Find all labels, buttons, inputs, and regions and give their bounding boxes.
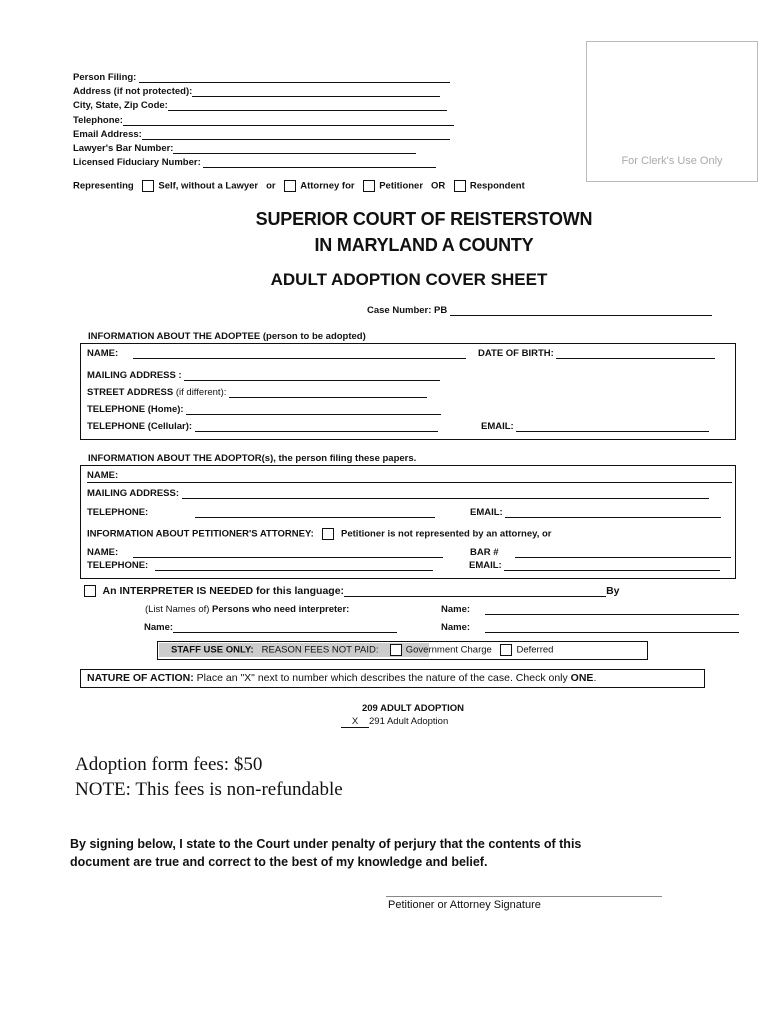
- interpreter-name1-row: Name:: [441, 604, 739, 615]
- petitioner-checkbox[interactable]: [363, 180, 375, 192]
- adoptee-tel-cell-field[interactable]: [195, 421, 438, 432]
- clerk-use-label: For Clerk's Use Only: [621, 155, 723, 167]
- deferred-checkbox[interactable]: [500, 644, 512, 656]
- adoptee-email-row: EMAIL:: [481, 421, 709, 432]
- interpreter-name2-field[interactable]: [173, 622, 397, 633]
- attorney-bar-field[interactable]: [515, 547, 731, 558]
- nature-row: NATURE OF ACTION: Place an "X" next to number which describes the nature of the case. Check only ONE.: [87, 672, 597, 684]
- adoptor-name-field[interactable]: [87, 482, 732, 483]
- interpreter-name3-row: Name:: [441, 622, 739, 633]
- attorney-tel-row: TELEPHONE:: [87, 560, 433, 571]
- interpreter-name1-field[interactable]: [485, 604, 739, 615]
- adoption-type-row: X 291 Adult Adoption: [341, 716, 448, 728]
- adoptee-tel-home-field[interactable]: [186, 404, 441, 415]
- adoptor-mailing-row: MAILING ADDRESS:: [87, 488, 709, 499]
- email-field[interactable]: [142, 129, 450, 140]
- interpreter-checkbox[interactable]: [84, 585, 96, 597]
- adoptee-name-row: NAME:: [87, 348, 466, 359]
- attorney-for-checkbox[interactable]: [284, 180, 296, 192]
- interpreter-name2-row: Name:: [144, 622, 397, 633]
- adoption-type-heading: 209 ADULT ADOPTION: [361, 703, 465, 714]
- adoptee-street-field[interactable]: [229, 387, 427, 398]
- bar-number-field[interactable]: [173, 143, 416, 154]
- not-represented-checkbox[interactable]: [322, 528, 334, 540]
- attorney-name-row: NAME:: [87, 547, 443, 558]
- interpreter-row: An INTERPRETER IS NEEDED for this language: By: [80, 585, 620, 597]
- court-name: SUPERIOR COURT OF REISTERSTOWN: [255, 209, 593, 229]
- form-title: ADULT ADOPTION COVER SHEET: [270, 270, 548, 289]
- adoptor-heading: INFORMATION ABOUT THE ADOPTOR(s), the person filing these papers.: [88, 453, 417, 464]
- declaration-line2: document are true and correct to the best of my knowledge and belief.: [70, 855, 488, 869]
- gov-charge-checkbox[interactable]: [390, 644, 402, 656]
- fiduciary-field[interactable]: [203, 157, 436, 168]
- adoption-type-mark[interactable]: X: [341, 716, 369, 728]
- staff-use-row: STAFF USE ONLY: REASON FEES NOT PAID: Government Charge Deferred: [171, 644, 554, 656]
- adoptee-street-row: STREET ADDRESS (if different):: [87, 387, 427, 398]
- address-row: Address (if not protected):: [73, 86, 440, 97]
- adoptee-heading: INFORMATION ABOUT THE ADOPTEE (person to be adopted): [88, 331, 366, 342]
- case-number-row: Case Number: PB: [367, 305, 712, 316]
- attorney-tel-field[interactable]: [155, 560, 433, 571]
- attorney-email-field[interactable]: [504, 560, 720, 571]
- fees-line2: NOTE: This fees is non-refundable: [75, 779, 343, 800]
- interpreter-name3-field[interactable]: [485, 622, 739, 633]
- interpreter-language-field[interactable]: [344, 586, 606, 597]
- adoptee-tel-cell-row: TELEPHONE (Cellular):: [87, 421, 438, 432]
- adoptee-email-field[interactable]: [516, 421, 709, 432]
- telephone-row: Telephone:: [73, 115, 454, 126]
- adoptee-dob-field[interactable]: [556, 348, 715, 359]
- representing-row: Representing Self, without a Lawyer or Attorney for Petitioner OR Respondent: [73, 180, 525, 192]
- city-row: City, State, Zip Code:: [73, 100, 447, 111]
- adoptor-mailing-field[interactable]: [182, 488, 709, 499]
- attorney-bar-row: BAR #: [470, 547, 731, 558]
- attorney-name-field[interactable]: [133, 547, 443, 558]
- adoptee-tel-home-row: TELEPHONE (Home):: [87, 404, 441, 415]
- adoptor-email-field[interactable]: [505, 507, 721, 518]
- self-checkbox[interactable]: [142, 180, 154, 192]
- person-filing-row: Person Filing:: [73, 72, 450, 83]
- city-field[interactable]: [168, 100, 447, 111]
- signature-label: Petitioner or Attorney Signature: [388, 899, 541, 911]
- person-filing-field[interactable]: [139, 72, 450, 83]
- adoptor-telephone-row: TELEPHONE:: [87, 507, 435, 518]
- respondent-checkbox[interactable]: [454, 180, 466, 192]
- adoptee-mailing-row: MAILING ADDRESS :: [87, 370, 440, 381]
- fiduciary-row: Licensed Fiduciary Number:: [73, 157, 436, 168]
- adoptee-dob-row: DATE OF BIRTH:: [478, 348, 715, 359]
- adoptor-name-label: NAME:: [87, 470, 119, 481]
- email-row: Email Address:: [73, 129, 450, 140]
- adoptee-mailing-field[interactable]: [184, 370, 440, 381]
- adoptor-email-row: EMAIL:: [470, 507, 721, 518]
- case-number-field[interactable]: [450, 305, 712, 316]
- address-field[interactable]: [192, 86, 440, 97]
- bar-number-row: Lawyer's Bar Number:: [73, 143, 416, 154]
- signature-line[interactable]: [386, 896, 662, 897]
- attorney-info-row: INFORMATION ABOUT PETITIONER'S ATTORNEY: Petitioner is not represented by an attorney, or: [87, 528, 552, 540]
- fees-line1: Adoption form fees: $50: [75, 754, 263, 775]
- adoptor-telephone-field[interactable]: [195, 507, 435, 518]
- interpreter-persons-row: (List Names of) Persons who need interpreter:: [145, 604, 350, 615]
- attorney-email-row: EMAIL:: [469, 560, 720, 571]
- clerk-use-box: [586, 41, 758, 182]
- adoptee-name-field[interactable]: [133, 348, 466, 359]
- court-county: IN MARYLAND A COUNTY: [314, 235, 534, 255]
- telephone-field[interactable]: [123, 115, 454, 126]
- declaration-line1: By signing below, I state to the Court under penalty of perjury that the contents of this: [70, 837, 582, 851]
